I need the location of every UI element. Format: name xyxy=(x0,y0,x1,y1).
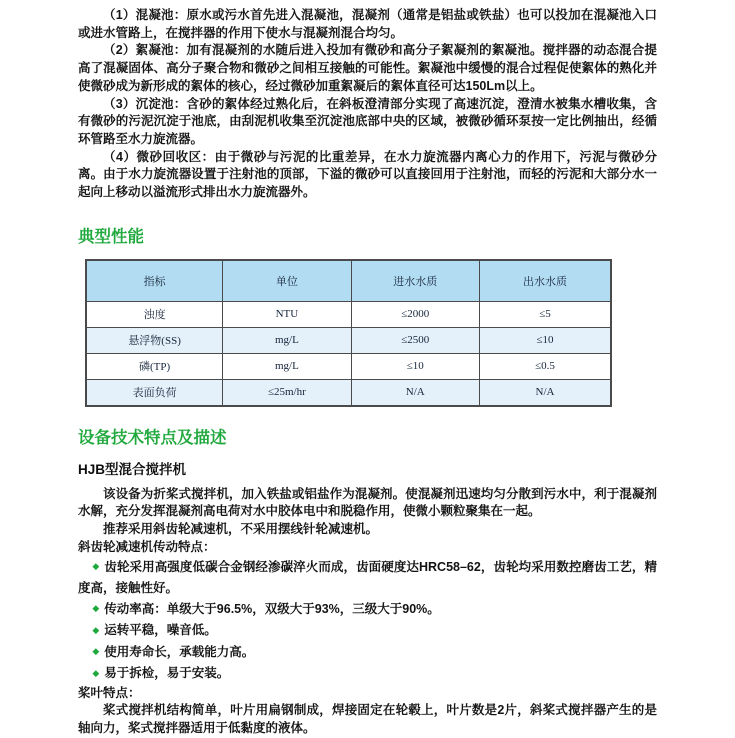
table-header-unit: 单位 xyxy=(223,260,351,302)
table-cell: 悬浮物(SS) xyxy=(86,327,223,353)
table-header-indicator: 指标 xyxy=(86,260,223,302)
table-cell: ≤10 xyxy=(479,327,611,353)
reducer-recommendation-paragraph: 推荐采用斜齿轮减速机，不采用摆线针轮减速机。 xyxy=(103,522,379,537)
diamond-bullet-icon: ◆ xyxy=(92,603,100,614)
table-cell: 磷(TP) xyxy=(86,353,223,379)
table-header-inlet-quality: 进水水质 xyxy=(351,260,479,302)
diamond-bullet-icon: ◆ xyxy=(92,624,100,635)
gear-feature-item xyxy=(78,663,657,685)
section-heading-typical-performance: 典型性能 xyxy=(78,227,144,246)
table-cell: ≤25m/hr xyxy=(223,379,351,406)
table-row xyxy=(86,327,611,353)
table-row xyxy=(86,379,611,406)
table-header-row xyxy=(86,260,611,302)
performance-table xyxy=(85,259,612,407)
subheading-hjb-mixer: HJB型混合搅拌机 xyxy=(78,461,187,477)
diamond-bullet-icon: ◆ xyxy=(92,667,100,678)
table-row xyxy=(86,353,611,379)
gear-feature-text: 传动率高：单级大于96.5%，双级大于93%，三级大于90%。 xyxy=(104,601,440,616)
gear-feature-item xyxy=(78,557,657,599)
table-cell: 浊度 xyxy=(86,301,223,327)
table-cell: NTU xyxy=(223,301,351,327)
table-cell: N/A xyxy=(351,379,479,406)
gear-feature-text: 易于拆检，易于安装。 xyxy=(104,666,230,681)
table-cell: ≤2000 xyxy=(351,301,479,327)
gear-feature-text: 齿轮采用高强度低碳合金钢经渗碳淬火而成，齿面硬度达HRC58–62，齿轮均采用数控磨齿工艺，精度高，接触性好。 xyxy=(78,559,658,596)
section-heading-equipment-features: 设备技术特点及描述 xyxy=(78,428,227,447)
table-cell: ≤5 xyxy=(479,301,611,327)
intro-section xyxy=(78,7,657,202)
table-cell: mg/L xyxy=(223,353,351,379)
table-header-outlet-quality: 出水水质 xyxy=(479,260,611,302)
table-cell: N/A xyxy=(479,379,611,406)
intro-paragraph-2: （2）絮凝池：加有混凝剂的水随后进入投加有微砂和高分子絮凝剂的絮凝池。搅拌器的动态混合提高了混凝固体、高分子聚合物和微砂之间相互接触的可能性。絮凝池中缓慢的混合过程促使絮体的熟化并使微砂成为新形成的絮体的核心，经过微砂加重絮凝后的絮体直径可达150Lm以上。 xyxy=(78,43,657,93)
gear-feature-item xyxy=(78,642,657,664)
diamond-bullet-icon: ◆ xyxy=(92,646,100,657)
intro-paragraph-3: （3）沉淀池：含砂的絮体经过熟化后，在斜板澄清部分实现了高速沉淀，澄清水被集水槽收集，含有微砂的污泥沉淀于池底，由刮泥机收集至沉淀池底部中央的区域，被微砂循环泵按一定比例抽出，经循环管路至水力旋流器。 xyxy=(78,96,657,146)
intro-paragraph-1: （1）混凝池：原水或污水首先进入混凝池，混凝剂（通常是铝盐或铁盐）也可以投加在混凝池入口或进水管路上，在搅拌器的作用下使水与混凝剂混合均匀。 xyxy=(78,8,657,40)
diamond-bullet-icon: ◆ xyxy=(92,561,100,572)
gear-feature-text: 使用寿命长，承载能力高。 xyxy=(104,644,255,659)
gear-feature-item xyxy=(78,599,657,621)
table-cell: ≤2500 xyxy=(351,327,479,353)
table-row xyxy=(86,301,611,327)
table-cell: 表面负荷 xyxy=(86,379,223,406)
table-cell: mg/L xyxy=(223,327,351,353)
gear-feature-text: 运转平稳，噪音低。 xyxy=(104,623,217,638)
blade-features-label: 桨叶特点： xyxy=(78,685,141,700)
gear-feature-item xyxy=(78,620,657,642)
mixer-description-paragraph: 该设备为折桨式搅拌机，加入铁盐或铝盐作为混凝剂。使混凝剂迅速均匀分散到污水中，利于混凝剂水解，充分发挥混凝剂高电荷对水中胶体电中和脱稳作用，使微小颗粒聚集在一起。 xyxy=(78,486,657,519)
gear-features-label: 斜齿轮减速机传动特点： xyxy=(78,539,216,554)
intro-paragraph-4: （4）微砂回收区：由于微砂与污泥的比重差异，在水力旋流器内离心力的作用下，污泥与微砂分离。由于水力旋流器设置于注射池的顶部，下溢的微砂可以直接回用于注射池，而轻的污泥和大部分水一起向上移动以溢流形式排出水力旋流器外。 xyxy=(78,149,657,200)
blade-description-paragraph: 桨式搅拌机结构简单，叶片用扁钢制成，焊接固定在轮毂上，叶片数是2片，斜桨式搅拌器产生的是轴向力，桨式搅拌器适用于低黏度的液体。 xyxy=(78,703,657,735)
table-cell: ≤10 xyxy=(351,353,479,379)
table-cell: ≤0.5 xyxy=(479,353,611,379)
